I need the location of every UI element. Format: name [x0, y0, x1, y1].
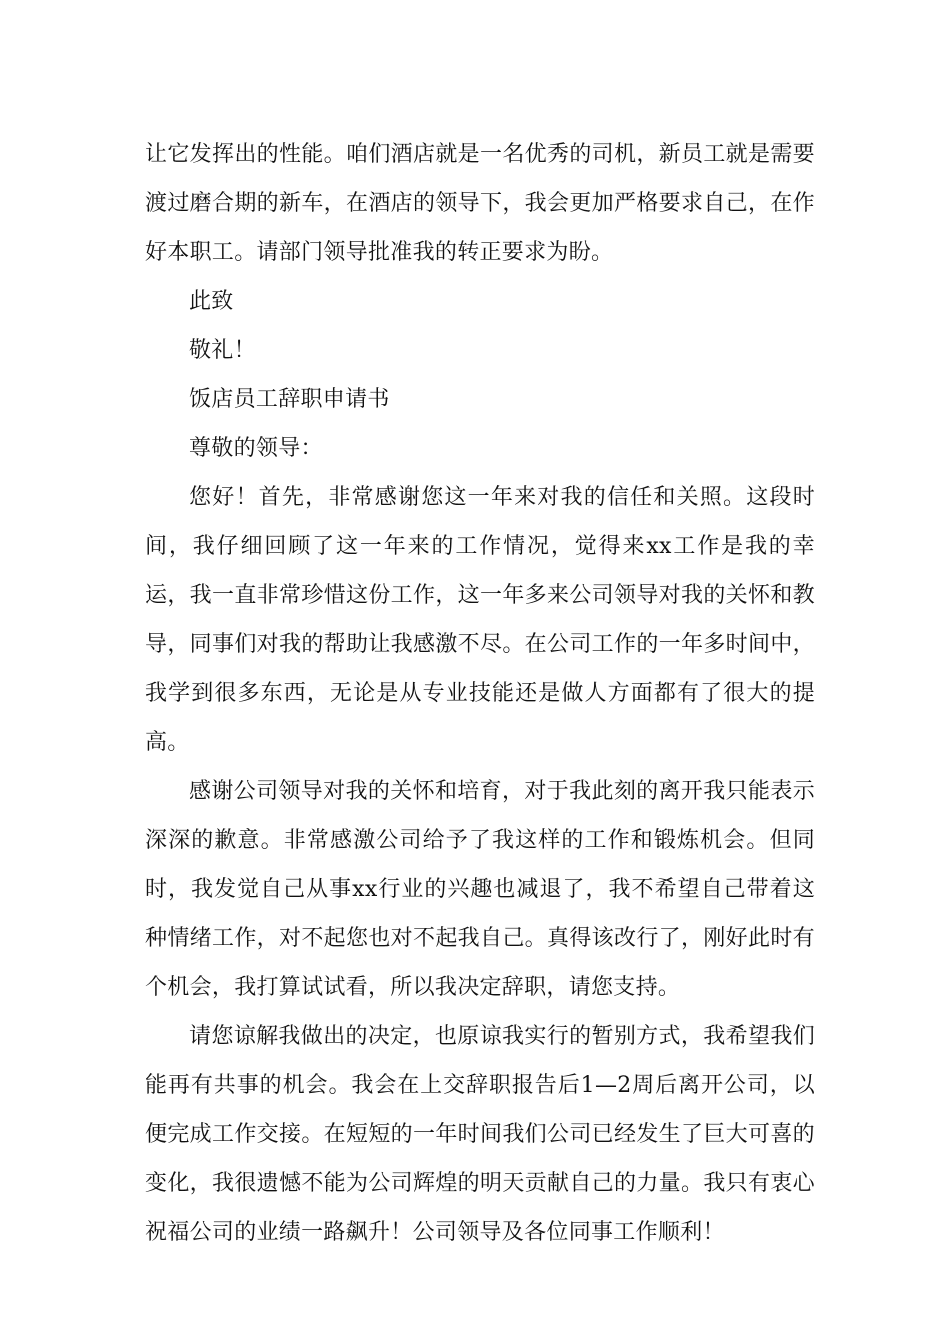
closing-regards: 敬礼！: [189, 338, 256, 363]
paragraph-reason: 感谢公司领导对我的关怀和培育，对于我此刻的离开我只能表示深深的歉意。非常感激公司给予了我这样的工作和锻炼机会。但同时，我发觉自己从事xx行业的兴趣也减退了，我不希望自己带着这种情绪工作，对不起您也对不起我自己。真得该改行了，刚好此时有个机会，我打算试试看，所以我决定辞职，请您支持。: [145, 779, 815, 1000]
paragraph-continuation: 让它发挥出的性能。咱们酒店就是一名优秀的司机，新员工就是需要渡过磨合期的新车，在酒店的领导下，我会更加严格要求自己，在作好本职工。请部门领导批准我的转正要求为盼。: [145, 142, 815, 265]
document-body: [145, 130, 815, 1257]
letter-title: 饭店员工辞职申请书: [189, 387, 390, 412]
letter-greeting: 尊敬的领导：: [189, 436, 323, 461]
paragraph-closing: 请您谅解我做出的决定，也原谅我实行的暂别方式，我希望我们能再有共事的机会。我会在上交辞职报告后1—2周后离开公司，以便完成工作交接。在短短的一年时间我们公司已经发生了巨大可喜的变化，我很遗憾不能为公司辉煌的明天贡献自己的力量。我只有衷心祝福公司的业绩一路飙升！公司领导及各位同事工作顺利！: [145, 1024, 815, 1245]
closing-salutation: 此致: [189, 289, 234, 314]
paragraph-thanks: 您好！首先，非常感谢您这一年来对我的信任和关照。这段时间，我仔细回顾了这一年来的工作情况，觉得来xx工作是我的幸运，我一直非常珍惜这份工作，这一年多来公司领导对我的关怀和教导，同事们对我的帮助让我感激不尽。在公司工作的一年多时间中，我学到很多东西，无论是从专业技能还是做人方面都有了很大的提高。: [145, 485, 815, 755]
